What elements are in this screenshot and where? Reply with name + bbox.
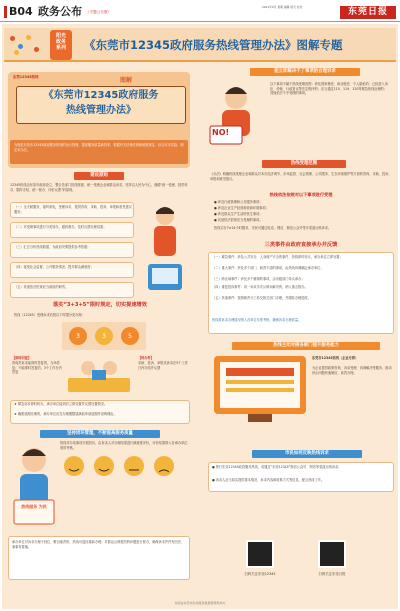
s2-label-a: 【即时回复】 [12,356,32,360]
s1-body: 12345热线由东莞市政府设立，整合各部门热线资源，统一受理企业和群众诉求，坚持以人民为中心，遵循“统一受理、按责转办、限时办结、统一督办、评价反馈”的原则。 [10,183,188,192]
qr-code-1[interactable] [246,540,274,568]
r3-item-1: （一）紧急事件：涉及公共安全、人身财产安全的事件，热线即时转办，承办单位立即处置； [212,255,343,259]
hero-title-line1: 《东莞市12345政府服务 [43,90,159,101]
page-number: B04 [4,6,33,18]
r2-item-3: ● 涉及群众生产生活的民生事项； [214,212,263,216]
r1-ribbon: 能立即解决不了事项的合理诉求 [250,68,360,76]
r2-ribbon: 热线受理范围 [262,160,346,168]
series-2: 政务 [55,39,66,45]
s3-ribbon: 坚持闭环管理，不断提高服务质量 [40,430,160,438]
s1-item-2: （二）对受理事项进行分类转办，跟踪督办，及时反馈办理结果； [14,225,107,229]
page-footer: 本版由东莞市政务服务数据管理局协办 [174,601,226,605]
tv-illustration [212,354,308,424]
r2-item-4: ● 其他依法依规应当受理的事项。 [214,218,263,222]
r2-sub: 热线依法依规对以下事项进行受理 [269,192,333,197]
s1-item-4: （四）接受社会监督，公开服务情况，提升群众满意度； [14,265,94,269]
mascot-sign: 热线服务 为民 [21,504,47,509]
mascot-illustration [10,440,58,532]
series-3: 系列 [55,45,66,51]
newspaper-logo: 东莞日报 [340,6,396,19]
r3-note: 热线将诉求办理情况纳入各单位年度考核，确保诉求办理质量。 [212,318,302,322]
hotline-logo: 东莞12345热线 [13,75,39,79]
svg-text:5: 5 [128,333,132,340]
banner-title: 《东莞市12345政府服务热线管理办法》图解专题 [84,38,343,52]
qr-code-2[interactable] [318,540,346,568]
r2-body: 《办法》明确热线受理企业和群众对本市经济调节、市场监管、社会管理、公共服务、生态环境保护等方面的咨询、求助、投诉、举报和意见建议。 [210,172,392,181]
svg-text:3: 3 [76,333,80,340]
qr-label-1: 扫码关注东莞12345 [244,572,276,576]
qr-label-2: 扫码关注东莞日报 [318,572,346,576]
r3-item-4: （四）重复投诉事件：同一诉求多次反映未解决的，纳入重点督办。 [212,285,308,289]
svg-text:3: 3 [102,333,106,340]
r5-ribbon: 市民如何反映热线诉求 [252,450,362,458]
s1-item-3: （三）汇总分析热线数据，为政府决策提供参考依据； [14,245,91,249]
r5-item-1: ● 拨打东莞12345政府服务热线，或通过“东莞12345”微信公众号、网站等渠道反映诉求； [212,465,342,469]
s1-item-1: （一）全天候服务，接听来电，受理诉求，提供咨询、求助、投诉、举报和意见建议服务； [14,205,132,214]
phone-icon [64,323,144,349]
r3-item-5: （五）其他事件：按照职责分工转交相关部门办理，并跟踪办理进度。 [212,296,311,300]
s2-bullet-2: ★ 确需延期办理的，承办单位应在办理期限届满前申请延期并说明理由。 [14,412,117,416]
page-header [0,0,400,22]
s2-text-a: 咨询类诉求能即时答复的，当场答复；不能即时答复的，3个工作日内答复 [12,361,62,375]
s1-item-5: （五）其他依法依规应当承担的职责。 [14,285,69,289]
person-illustration [140,200,190,300]
s2-title: 落实“3+3+5”限时规定，切实提速增效 [53,302,147,308]
r3-item-3: （三）跨区域事件：涉及多个镇街的事项，由市级部门牵头承办； [212,277,305,281]
section-title: 政务公布 [38,5,82,18]
r3-title: 三类事件由政府直接承办并反馈 [264,242,338,248]
s2-text-b: 求助、投诉、举报类诉求在5个工作日内办结并反馈 [138,361,188,370]
hero-title-line2: 热线管理办法》 [66,105,136,116]
r2-item-2: ● 涉及企业生产经营和营商环境事项； [214,206,269,210]
rating-faces [60,452,188,492]
r4-ribbon: 热线主动对接各部门提升服务能力 [232,342,380,350]
s2-lead: 热线（12345）受理诉求后按以下时限分类办理： [14,313,85,317]
r4-lead: 东莞市12345热线（企业专席） [312,356,359,360]
hero-intro: 为规范东莞市12345政府服务热线的运行管理，提高服务质量和效率，根据有关法律法规和政策规定，结合本市实际，制定本办法。 [14,143,184,152]
s2-bullet-1: ★ 紧急诉求即时转办，承办单位接到后立即处置并反馈处置情况。 [14,402,108,406]
s3-footnote: 承办单位对诉求办理不到位、敷衍塞责的，热线可退回重新办理；对群众反映强烈的问题进行督办，确保诉求件件有回音、事事有着落。 [12,540,185,549]
s1-ribbon: 建设原则 [74,172,124,180]
desk-illustration [66,356,132,396]
r5-item-2: ● 诉求人应当如实提供基本情况、诉求内容和联系方式等信息，配合热线工作。 [212,478,325,482]
r4-body: 为企业提供政策咨询、诉求受理、协调解决等服务，推动涉企问题快速响应、高效办理。 [312,366,392,375]
no-sign: NO! [212,128,230,137]
hero-badge: 图解 [120,77,133,84]
series-1: 阳光 [55,33,66,39]
r1-body: 以下事项不属于热线受理范围：涉及国家秘密、商业秘密、个人隐私的；已经进入诉讼、仲裁、行政复议等法定程序的；应当通过110、119、120等紧急热线处理的；其他依法不予受理的事项。 [270,82,388,96]
series-badge [50,30,72,60]
section-sub: （专题公告版） [86,10,112,14]
decor-dots [8,32,46,58]
r2-item-1: ● 涉及行政管理和公共服务事项； [214,200,263,204]
r3-item-2: （二）重大事件：涉及多个部门、职责不清的事项，由热线协调确定承办单位； [212,266,324,270]
r2-note: 热线实行7×24小时服务，市民可通过电话、网站、微信公众号等多渠道反映诉求。 [214,226,332,230]
dateline: 2021年9月 星期 编辑 版式 校对 [262,5,303,9]
s2-label-b: 【转办件】 [138,356,154,360]
s3-body: 热线对办结事项开展回访，由诉求人对办理结果进行满意度评价，评价结果纳入各承办单位绩效考核。 [60,441,188,450]
no-illustration [206,80,266,152]
